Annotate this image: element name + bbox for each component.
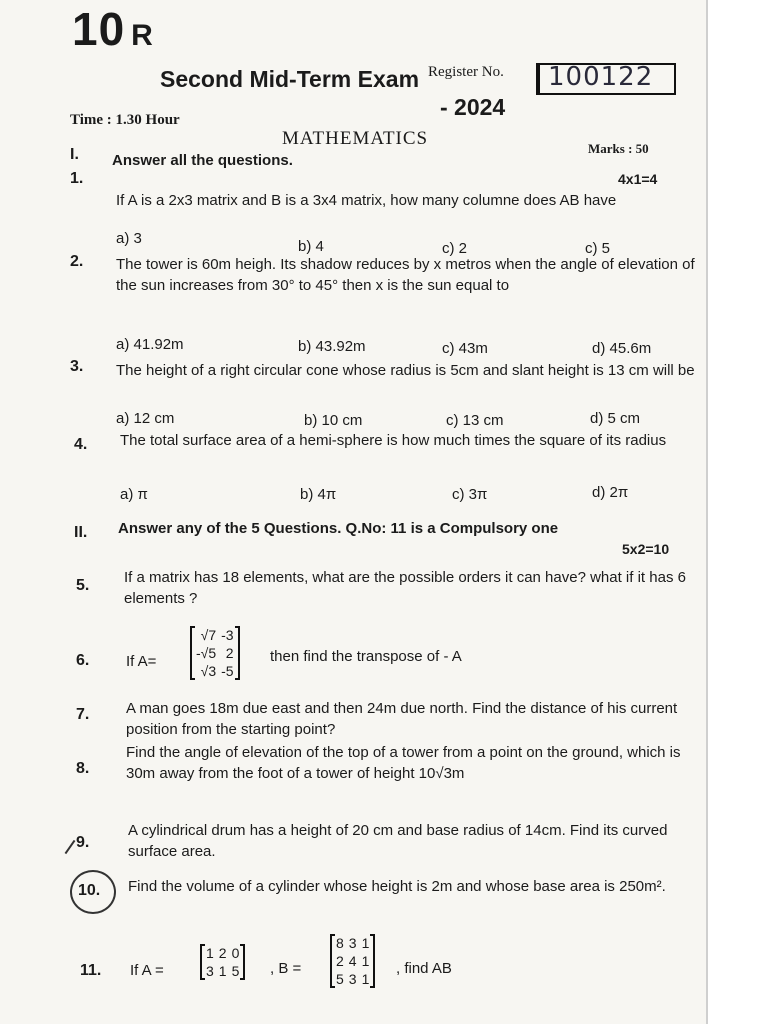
option-d: d) 45.6m (592, 340, 652, 357)
matrix-cell: -5 (221, 663, 234, 679)
section-2-score: 5x2=10 (622, 541, 670, 557)
matrix-cell: 8 (336, 935, 344, 951)
section-1-instruction: Answer all the questions. (112, 152, 293, 169)
matrix-cell: 3 (206, 963, 214, 979)
question-text: The height of a right circular cone whose radius is 5cm and slant height is 13 cm will be (116, 362, 695, 379)
matrix-cell: -√5 (196, 645, 217, 661)
matrix-cell: 3 (348, 935, 357, 951)
exam-year: - 2024 (440, 94, 506, 120)
option-c: c) 2 (442, 240, 468, 257)
matrix-a-q6 (190, 626, 240, 680)
question-number: 5. (76, 577, 90, 594)
question-number: 6. (76, 652, 90, 669)
option-b: b) 4 (298, 238, 324, 255)
section-1-score: 4x1=4 (618, 171, 658, 187)
question-text: A cylindrical drum has a height of 20 cm and base radius of 14cm. Find its curved surface area. (128, 822, 668, 860)
option-d: d) 5 cm (590, 410, 641, 427)
matrix-cell: 2 (218, 945, 227, 961)
exam-title: Second Mid-Term Exam (160, 66, 420, 92)
matrix-cell: 1 (218, 963, 227, 979)
question-text: Find the angle of elevation of the top of a tower from a point on the ground, which is 30m away from the foot of a tower of height 10√3m (126, 744, 681, 782)
total-marks: Marks : 50 (588, 141, 649, 156)
section-2-instruction: Answer any of the 5 Questions. Q.No: 11 is a Compulsory one (118, 520, 559, 537)
question-number: 3. (70, 358, 84, 375)
option-b: b) 10 cm (304, 412, 363, 429)
option-c: c) 13 cm (446, 412, 504, 429)
question-mid: , B = (270, 960, 302, 977)
subject-title: MATHEMATICS (282, 128, 429, 149)
matrix-cell: 2 (225, 645, 234, 661)
question-text: A man goes 18m due east and then 24m due north. Find the distance of his current position from the starting point? (126, 700, 678, 738)
question-suffix: , find AB (396, 960, 452, 977)
matrix-cell: 0 (231, 945, 240, 961)
matrix-cell: 5 (336, 971, 344, 987)
matrix-cell: √7 (200, 627, 217, 643)
register-number: 100122 (548, 62, 654, 92)
exam-time: Time : 1.30 Hour (70, 112, 180, 128)
matrix-b-q11 (330, 934, 375, 988)
option-b: b) 4π (300, 486, 337, 503)
question-number: 2. (70, 253, 84, 270)
matrix-cell: 5 (231, 963, 240, 979)
option-a: a) 12 cm (116, 410, 175, 427)
option-b: b) 43.92m (298, 338, 366, 355)
question-text: If a matrix has 18 elements, what are the possible orders it can have? what if it has 6 elements ? (124, 569, 686, 607)
option-c: c) 43m (442, 340, 488, 357)
question-number: 4. (74, 436, 88, 453)
section-2-numeral: II. (74, 524, 88, 541)
paper-code: 10 R (72, 3, 154, 55)
matrix-cell: 2 (336, 953, 344, 969)
question-prefix: If A= (126, 653, 157, 670)
question-number: 10. (78, 882, 101, 899)
section-1-numeral: I. (70, 146, 79, 163)
option-d: d) 2π (592, 484, 629, 501)
option-c: c) 3π (452, 486, 488, 503)
matrix-cell: -3 (221, 627, 234, 643)
matrix-cell: 3 (348, 971, 357, 987)
option-a: a) 3 (116, 230, 142, 247)
matrix-cell: 4 (348, 953, 357, 969)
matrix-a-q11 (200, 944, 245, 980)
matrix-cell: 1 (361, 971, 370, 987)
matrix-cell: 1 (206, 945, 214, 961)
question-text: If A is a 2x3 matrix and B is a 3x4 matrix, how many columne does AB have (116, 192, 617, 209)
question-number: 11. (80, 962, 102, 979)
question-number: 9. (76, 834, 90, 851)
page-edge (706, 0, 708, 1024)
option-d: c) 5 (585, 240, 611, 257)
register-label: Register No. (428, 64, 504, 80)
matrix-cell: 1 (361, 935, 370, 951)
question-number: 7. (76, 706, 90, 723)
question-suffix: then find the transpose of - A (270, 648, 462, 665)
question-number: 8. (76, 760, 90, 777)
matrix-cell: 1 (361, 953, 370, 969)
question-text: Find the volume of a cylinder whose height is 2m and whose base area is 250m². (128, 878, 666, 895)
option-a: a) π (120, 486, 148, 503)
question-prefix: If A = (130, 962, 164, 979)
option-a: a) 41.92m (116, 336, 184, 353)
matrix-cell: √3 (200, 663, 217, 679)
question-text: The total surface area of a hemi-sphere is how much times the square of its radius (120, 432, 667, 449)
question-number: 1. (70, 170, 84, 187)
question-text: The tower is 60m heigh. Its shadow reduces by x metros when the angle of elevation of the sun increases from 30° to 45° then x is the sun equal to (116, 256, 695, 294)
